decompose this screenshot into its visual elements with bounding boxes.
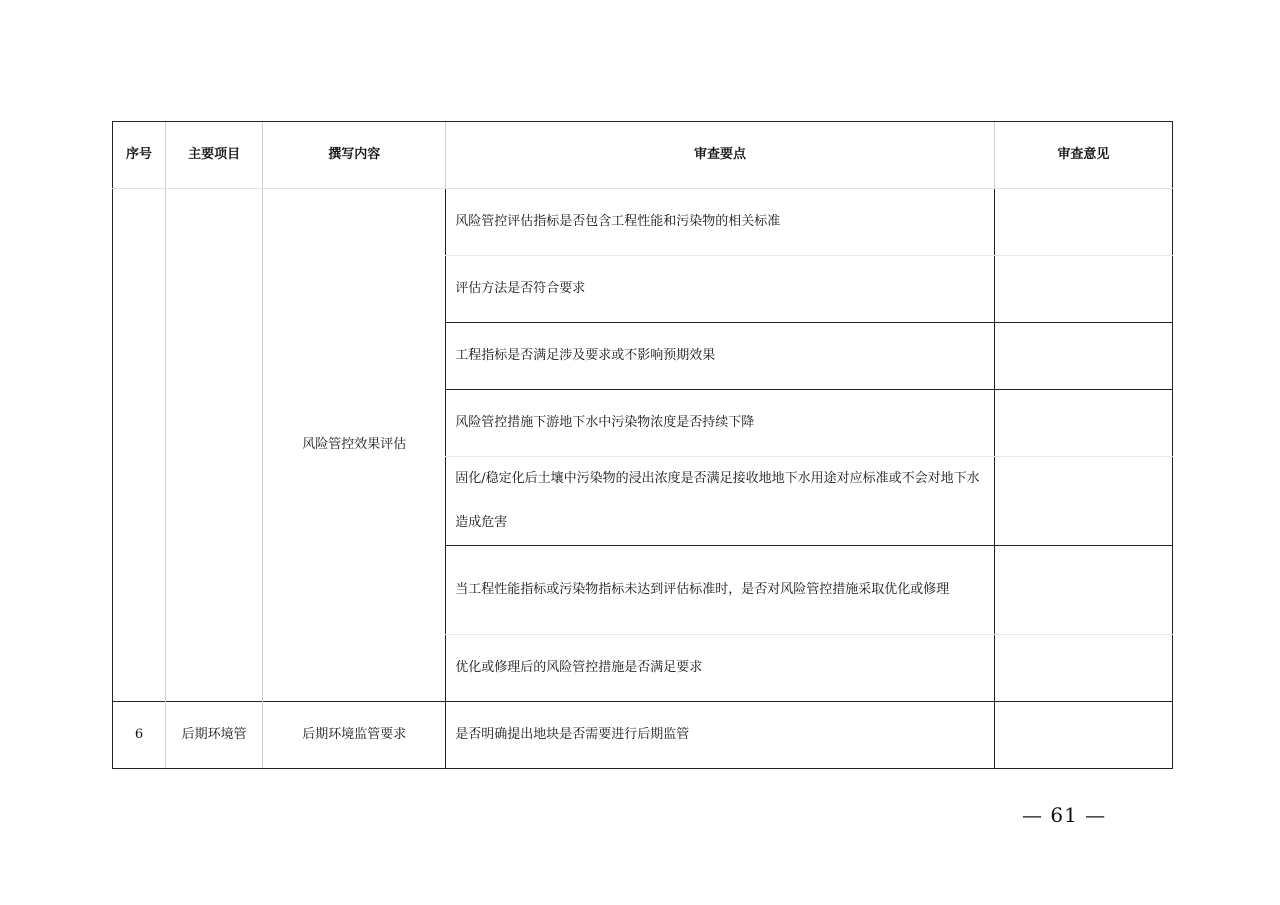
opinion-cell	[994, 457, 1172, 546]
opinion-cell	[994, 256, 1172, 323]
review-point: 评估方法是否符合要求	[446, 256, 995, 323]
review-point: 风险管控措施下游地下水中污染物浓度是否持续下降	[446, 390, 995, 457]
content-cell: 风险管控效果评估	[263, 189, 446, 702]
review-point: 优化或修理后的风险管控措施是否满足要求	[446, 635, 995, 702]
page-number: — 61 —	[1022, 803, 1107, 827]
table-row	[113, 702, 1173, 769]
opinion-cell	[994, 546, 1172, 635]
table-row	[113, 189, 1173, 256]
review-point: 是否明确提出地块是否需要进行后期监管	[446, 702, 995, 769]
item-cell: 后期环境管	[166, 702, 263, 769]
table-header-row	[113, 122, 1173, 189]
opinion-cell	[994, 390, 1172, 457]
seq-cell: 6	[113, 702, 166, 769]
opinion-cell	[994, 635, 1172, 702]
review-point: 工程指标是否满足涉及要求或不影响预期效果	[446, 323, 995, 390]
opinion-cell	[994, 702, 1172, 769]
header-seq: 序号	[113, 122, 166, 189]
review-point: 固化/稳定化后土壤中污染物的浸出浓度是否满足接收地地下水用途对应标准或不会对地下水造成危害	[446, 457, 995, 546]
item-cell-empty	[166, 189, 263, 702]
seq-cell-empty	[113, 189, 166, 702]
header-opinion: 审查意见	[994, 122, 1172, 189]
review-checklist-table	[112, 121, 1173, 769]
header-content: 撰写内容	[263, 122, 446, 189]
review-point: 当工程性能指标或污染物指标未达到评估标准时，是否对风险管控措施采取优化或修理	[446, 546, 995, 635]
review-point: 风险管控评估指标是否包含工程性能和污染物的相关标准	[446, 189, 995, 256]
header-points: 审查要点	[446, 122, 995, 189]
opinion-cell	[994, 189, 1172, 256]
header-item: 主要项目	[166, 122, 263, 189]
opinion-cell	[994, 323, 1172, 390]
content-cell: 后期环境监管要求	[263, 702, 446, 769]
